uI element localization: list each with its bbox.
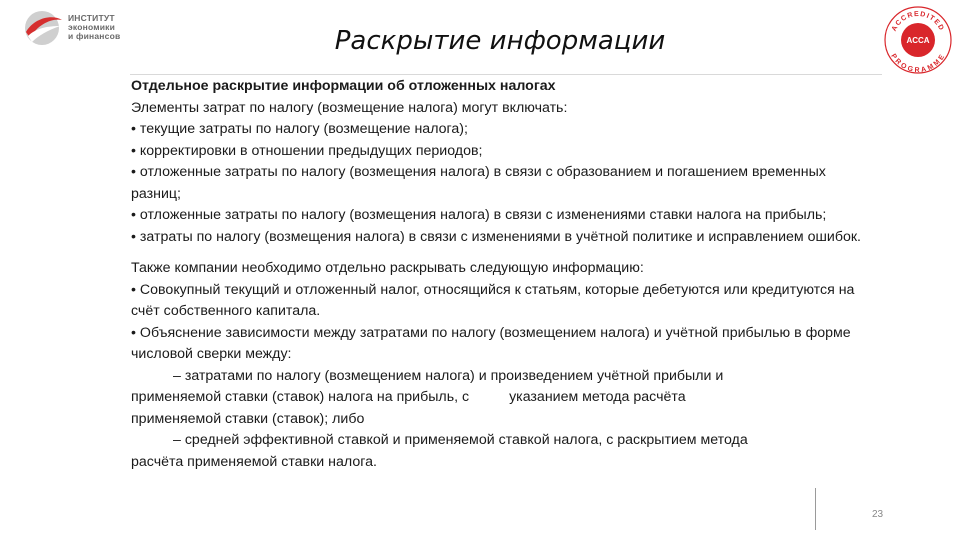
list-item: • затраты по налогу (возмещения налога) в связи с изменениями в учётной политике и исправлением ошибок. xyxy=(131,228,861,245)
sub-item-1-part-c: указанием метода расчёта xyxy=(509,389,686,405)
slide-content xyxy=(131,76,876,473)
sub-item-1-line-2 xyxy=(131,387,876,409)
badge-bottom-text: PROGRAMME xyxy=(889,52,947,75)
sub-item-1-part-b: применяемой ставки (ставок) налога на прибыль, с xyxy=(131,389,470,405)
intro-text: Элементы затрат по налогу (возмещение налога) могут включать: xyxy=(131,99,568,116)
sub-item-1-line-3: применяемой ставки (ставок); либо xyxy=(131,410,365,427)
badge-center-text: ACCA xyxy=(906,36,930,45)
acca-accredited-badge xyxy=(882,4,954,76)
sub-item-2-line-1: – средней эффективной ставкой и применяемой ставкой налога, с раскрытием метода xyxy=(173,432,748,448)
logo-line-1: ИНСТИТУТ xyxy=(68,13,115,23)
title-divider xyxy=(130,74,882,75)
sub-item-1-line-1: – затратами по налогу (возмещением налога) и произведением учётной прибыли и xyxy=(173,367,724,384)
footer-divider xyxy=(815,488,816,530)
list-item: • Совокупный текущий и отложенный налог, относящийся к статьям, которые дебетуются или кредитуются на счёт собственного капитала. xyxy=(131,281,855,319)
page-number: 23 xyxy=(872,509,884,520)
logo-line-2: экономики xyxy=(68,22,116,32)
page-title: Раскрытие информации xyxy=(334,26,666,56)
list-item: • корректировки в отношении предыдущих периодов; xyxy=(131,142,483,159)
list-item: • текущие затраты по налогу (возмещение налога); xyxy=(131,121,468,137)
section-heading: Отдельное раскрытие информации об отложенных налогах xyxy=(131,78,556,94)
list-item: • отложенные затраты по налогу (возмещения налога) в связи с образованием и погашением временных разниц; xyxy=(131,164,826,202)
paragraph-gap xyxy=(131,248,876,258)
intro-text-2: Также компании необходимо отдельно раскрывать следующую информацию: xyxy=(131,260,644,276)
list-item: • Объяснение зависимости между затратами по налогу (возмещением налога) и учётной прибылью в форме числовой сверки между: xyxy=(131,324,851,362)
logo-line-3: и финансов xyxy=(68,31,121,41)
list-item: • отложенные затраты по налогу (возмещения налога) в связи с изменениями ставки налога на прибыль; xyxy=(131,207,827,223)
sub-item-2-line-2: расчёта применяемой ставки налога. xyxy=(131,453,377,470)
badge-top-text: ACCREDITED xyxy=(890,10,946,33)
